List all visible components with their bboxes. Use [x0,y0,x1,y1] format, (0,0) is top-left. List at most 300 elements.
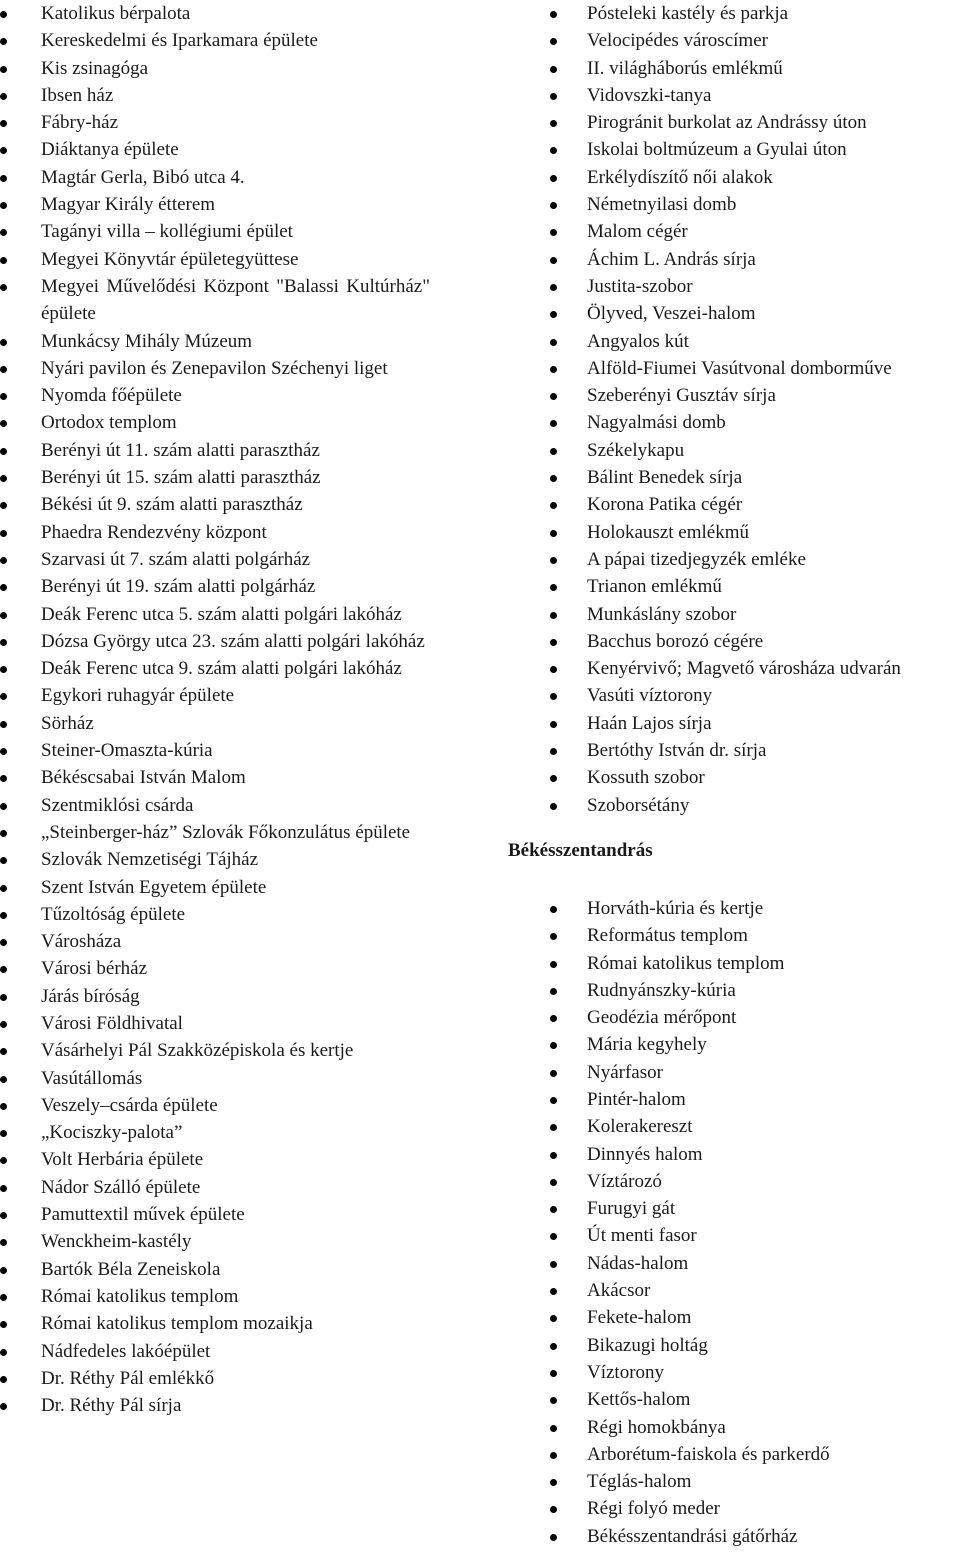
list-item-label: Pamuttextil művek épülete [41,1204,245,1226]
bullet-icon [0,1021,7,1028]
bullet-icon [550,584,557,591]
bullet-icon [0,612,7,619]
bullet-icon [550,1042,557,1049]
list-item [0,55,430,82]
bullet-icon [0,966,7,973]
list-item-label: Erkélydíszítő női alakok [587,166,773,188]
bullet-icon [0,748,7,755]
list-item-label: Egykori ruhagyár épülete [41,685,235,707]
list-item [0,191,430,218]
list-item [0,82,430,109]
list-item-label: Pósteleki kastély és parkja [587,3,789,24]
bullet-icon [550,1015,557,1022]
list-item [512,1222,960,1249]
list-item-label: Deák Ferenc utca 9. szám alatti polgári lakóház [41,658,402,680]
bullet-icon [550,284,557,291]
list-item [0,136,430,163]
bullet-icon [550,202,557,209]
right-column [508,0,960,1550]
list-item [512,655,960,682]
list-item [512,710,960,737]
bullet-icon [550,612,557,619]
list-item [0,519,430,546]
bullet-icon [0,147,7,154]
bullet-icon [0,1349,7,1356]
list-item-label: Kolerakereszt [587,1116,693,1138]
list-item [0,1037,430,1064]
list-item [512,0,960,27]
left-landmark-list [0,0,430,1419]
bullet-icon [550,693,557,700]
list-item [512,1359,960,1386]
list-item-label: Tagányi villa – kollégiumi épület [41,221,293,243]
list-item-label: Békésszentandrási gátőrház [587,1525,798,1547]
list-item [0,546,430,573]
list-item [0,218,430,245]
list-item-label: Magyar Király étterem [41,194,216,216]
list-item [0,928,430,955]
list-item-label: Római katolikus templom [41,1285,239,1307]
list-item-label: Wenckheim-kastély [41,1231,192,1253]
bullet-icon [0,994,7,1001]
list-item [0,355,430,382]
list-item [512,191,960,218]
list-item [512,977,960,1004]
list-item [0,1228,430,1255]
bullet-icon [550,448,557,455]
list-item [512,1332,960,1359]
list-item-label: Megyei Művelődési Központ "Balassi Kultúrház" épülete [41,275,430,325]
list-item-label: Nádas-halom [587,1252,689,1274]
list-item [512,1141,960,1168]
section-heading: Békésszentandrás [508,839,653,861]
list-item-label: Dinnyés halom [587,1143,703,1165]
list-item-label: Szeberényi Gusztáv sírja [587,385,776,407]
list-item-label: Pirogránit burkolat az Andrássy úton [587,112,867,134]
list-item-label: „Kociszky-palota” [41,1122,183,1144]
bullet-icon [550,257,557,264]
list-item-label: Berényi út 15. szám alatti parasztház [41,467,321,489]
list-item [512,1195,960,1222]
list-item [0,1392,430,1419]
bullet-icon [0,284,7,291]
list-item [512,1086,960,1113]
bullet-icon [0,775,7,782]
list-item-label: Iskolai boltmúzeum a Gyulai úton [587,139,847,161]
bullet-icon [0,1185,7,1192]
list-item [0,1283,430,1310]
bullet-icon [0,803,7,810]
list-item [512,328,960,355]
list-item-label: Arborétum-faiskola és parkerdő [587,1443,830,1465]
bullet-icon [0,229,7,236]
bullet-icon [0,339,7,346]
list-item [512,1304,960,1331]
list-item-label: Rudnyánszky-kúria [587,979,736,1001]
list-item-label: „Steinberger-ház” Szlovák Főkonzulátus épülete [41,821,411,843]
bullet-icon [0,912,7,919]
list-item-label: Dózsa György utca 23. szám alatti polgári lakóház [41,630,425,652]
bullet-icon [0,1157,7,1164]
list-item [0,955,430,982]
bullet-icon [550,366,557,373]
list-item-label: Berényi út 19. szám alatti polgárház [41,576,316,598]
list-item-label: Nádfedeles lakóépület [41,1340,211,1362]
list-item-label: Nyárfasor [587,1061,663,1083]
list-item [512,546,960,573]
list-item-label: Szarvasi út 7. szám alatti polgárház [41,548,311,570]
list-item-label: Sörház [41,712,94,734]
list-item [512,792,960,819]
list-item-label: Kis zsinagóga [41,57,149,79]
list-item-label: Római katolikus templom [587,952,785,974]
list-item [0,1146,430,1173]
list-item-label: Pintér-halom [587,1088,686,1110]
list-item [512,764,960,791]
list-item [512,1004,960,1031]
list-item [512,1386,960,1413]
list-item [0,437,430,464]
list-item [512,409,960,436]
list-item-label: Római katolikus templom mozaikja [41,1313,313,1335]
bullet-icon [0,366,7,373]
list-item [0,737,430,764]
list-item [512,1523,960,1550]
list-item-label: Nyári pavilon és Zenepavilon Széchenyi liget [41,357,388,379]
list-item-label: Régi homokbánya [587,1416,726,1438]
bullet-icon [0,885,7,892]
list-item-label: Horváth-kúria és kertje [587,897,764,919]
list-item-label: Vidovszki-tanya [587,84,712,106]
list-item [512,55,960,82]
bullet-icon [550,475,557,482]
bullet-icon [550,1179,557,1186]
list-item [512,246,960,273]
bullet-icon [550,229,557,236]
list-item [0,846,430,873]
list-item-label: Volt Herbária épülete [41,1149,204,1171]
list-item [512,355,960,382]
bullet-icon [550,1124,557,1131]
list-item [0,655,430,682]
bullet-icon [0,857,7,864]
bullet-icon [550,147,557,154]
bullet-icon [550,66,557,73]
list-item [512,273,960,300]
bullet-icon [0,666,7,673]
list-item-label: Szentmiklósi csárda [41,794,194,816]
list-item-label: Fekete-halom [587,1307,692,1329]
bullet-icon [550,1479,557,1486]
list-item-label: Téglás-halom [587,1471,692,1493]
bullet-icon [550,1370,557,1377]
list-item [0,1092,430,1119]
list-item [0,601,430,628]
bekesszentandras-landmark-list [512,895,960,1550]
list-item [0,491,430,518]
list-item-label: Ortodox templom [41,412,177,434]
bullet-icon [0,420,7,427]
bullet-icon [550,1206,557,1213]
bullet-icon [550,38,557,45]
list-item-label: Ölyved, Veszei-halom [587,303,756,325]
list-item-label: Bartók Béla Zeneiskola [41,1258,221,1280]
list-item-label: Városi bérház [41,958,148,980]
bullet-icon [550,502,557,509]
list-item-label: Magtár Gerla, Bibó utca 4. [41,166,245,188]
list-item-label: Járás bíróság [41,985,140,1007]
bullet-icon [0,830,7,837]
bullet-icon [0,1294,7,1301]
bullet-icon [550,961,557,968]
list-item [512,1441,960,1468]
list-item [512,300,960,327]
list-item-label: Kettős-halom [587,1389,691,1411]
list-item [0,1365,430,1392]
list-item [512,437,960,464]
list-item-label: Városháza [41,931,122,953]
list-item-label: Trianon emlékmű [587,576,722,598]
list-item-label: Víztorony [587,1361,665,1383]
list-item-label: Haán Lajos sírja [587,712,712,734]
list-item [512,27,960,54]
bullet-icon [0,66,7,73]
bullet-icon [0,939,7,946]
list-item-label: Akácsor [587,1280,651,1302]
list-item-label: Bálint Benedek sírja [587,467,743,489]
list-item-label: Víztározó [587,1170,662,1192]
bullet-icon [550,775,557,782]
list-item-label: Régi folyó meder [587,1498,720,1520]
list-item [0,710,430,737]
list-item [0,819,430,846]
list-item [512,737,960,764]
bullet-icon [550,530,557,537]
list-item-label: Megyei Könyvtár épületegyüttese [41,248,299,270]
bullet-icon [550,311,557,318]
bullet-icon [0,530,7,537]
list-item-label: Munkáslány szobor [587,603,737,625]
bullet-icon [550,1315,557,1322]
bullet-icon [0,557,7,564]
list-item [0,27,430,54]
list-item-label: Phaedra Rendezvény központ [41,521,267,543]
bullet-icon [550,1288,557,1295]
bullet-icon [0,693,7,700]
list-item [0,764,430,791]
list-item [512,682,960,709]
list-item-label: Holokauszt emlékmű [587,521,749,543]
list-item-label: Dr. Réthy Pál emlékkő [41,1367,215,1389]
bullet-icon [550,1452,557,1459]
bullet-icon [0,1130,7,1137]
bullet-icon [0,448,7,455]
bullet-icon [550,11,557,18]
list-item [0,1338,430,1365]
bullet-icon [550,666,557,673]
list-item [512,1031,960,1058]
list-item [0,1174,430,1201]
bullet-icon [550,988,557,995]
list-item [0,1201,430,1228]
list-item-label: Dr. Réthy Pál sírja [41,1395,182,1417]
bullet-icon [0,721,7,728]
list-item-label: Út menti fasor [587,1225,697,1247]
bullet-icon [0,1239,7,1246]
bullet-icon [0,202,7,209]
bullet-icon [550,803,557,810]
list-item [512,573,960,600]
list-item [512,1059,960,1086]
list-item-label: Vasúti víztorony [587,685,713,707]
list-item-label: Bertóthy István dr. sírja [587,740,767,762]
list-item [0,409,430,436]
list-item-label: Kenyérvivő; Magvető városháza udvarán [587,658,901,680]
bullet-icon [0,93,7,100]
list-item [0,382,430,409]
list-item [512,601,960,628]
list-item [0,983,430,1010]
list-item [512,922,960,949]
bullet-icon [0,120,7,127]
list-item-label: Mária kegyhely [587,1034,707,1056]
list-item-label: Nádor Szálló épülete [41,1176,201,1198]
bullet-icon [0,475,7,482]
list-item-label: Békéscsabai István Malom [41,767,246,789]
bullet-icon [0,393,7,400]
list-item [512,1468,960,1495]
list-item-label: Fábry-ház [41,112,119,134]
list-item-label: Deák Ferenc utca 5. szám alatti polgári lakóház [41,603,402,625]
list-item [512,950,960,977]
list-item-label: Geodézia mérőpont [587,1007,737,1029]
bullet-icon [550,1152,557,1159]
list-item [0,109,430,136]
bullet-icon [550,1534,557,1541]
bullet-icon [550,906,557,913]
bullet-icon [550,1070,557,1077]
list-item-label: Berényi út 11. szám alatti parasztház [41,439,320,461]
list-item-label: Angyalos kút [587,330,689,352]
list-item [512,895,960,922]
list-item [0,792,430,819]
bullet-icon [550,120,557,127]
list-item-label: Németnyilasi domb [587,194,737,216]
list-item [512,628,960,655]
list-item-label: Justita-szobor [587,275,693,297]
list-item [0,682,430,709]
list-item [0,0,430,27]
bullet-icon [550,1425,557,1432]
list-item [512,1277,960,1304]
bullet-icon [550,1233,557,1240]
bullet-icon [550,1506,557,1513]
list-item-label: Veszely–csárda épülete [41,1094,218,1116]
list-item [512,109,960,136]
list-item-label: Malom cégér [587,221,688,243]
bullet-icon [0,1267,7,1274]
list-item-label: II. világháborús emlékmű [587,57,783,79]
list-item [0,246,430,273]
bullet-icon [0,1403,7,1410]
list-item-label: Bacchus borozó cégére [587,630,764,652]
list-item [512,491,960,518]
list-item [512,519,960,546]
bullet-icon [0,1321,7,1328]
bullet-icon [0,1103,7,1110]
bullet-icon [0,175,7,182]
list-item-label: Szent István Egyetem épülete [41,876,267,898]
bullet-icon [550,557,557,564]
bullet-icon [0,257,7,264]
bullet-icon [550,420,557,427]
list-item [512,82,960,109]
list-item-label: Velocipédes városcímer [587,30,768,52]
bullet-icon [0,38,7,45]
list-item [512,218,960,245]
list-item [0,901,430,928]
list-item-label: Áchim L. András sírja [587,248,756,270]
list-item [0,1256,430,1283]
list-item [0,874,430,901]
list-item [0,328,430,355]
left-column [0,0,430,1419]
bullet-icon [550,1097,557,1104]
bullet-icon [550,339,557,346]
list-item-label: Diáktanya épülete [41,139,179,161]
list-item-label: Nagyalmási domb [587,412,726,434]
list-item-label: Békési út 9. szám alatti parasztház [41,494,303,516]
list-item-label: Szlovák Nemzetiségi Tájház [41,849,259,871]
bullet-icon [0,11,7,18]
list-item-label: Steiner-Omaszta-kúria [41,740,213,762]
bullet-icon [550,175,557,182]
list-item-label: Tűzoltóság épülete [41,903,186,925]
list-item [512,136,960,163]
list-item [0,1310,430,1337]
bullet-icon [550,1261,557,1268]
bullet-icon [0,1376,7,1383]
list-item-label: Alföld-Fiumei Vasútvonal domborműve [587,357,892,379]
list-item-label: Munkácsy Mihály Múzeum [41,330,253,352]
bullet-icon [550,748,557,755]
list-item [512,1168,960,1195]
list-item [512,164,960,191]
list-item-label: Furugyi gát [587,1198,676,1220]
list-item [512,382,960,409]
list-item-label: A pápai tizedjegyzék emléke [587,548,806,570]
bullet-icon [0,1076,7,1083]
bullet-icon [550,93,557,100]
list-item [512,1414,960,1441]
bullet-icon [550,1343,557,1350]
list-item-label: Kereskedelmi és Iparkamara épülete [41,30,318,52]
list-item [0,164,430,191]
bullet-icon [0,584,7,591]
bullet-icon [550,1397,557,1404]
list-item-label: Katolikus bérpalota [41,3,191,24]
list-item [0,1010,430,1037]
bullet-icon [0,1048,7,1055]
bullet-icon [550,933,557,940]
list-item-label: Székelykapu [587,439,685,461]
list-item-label: Vasútállomás [41,1067,143,1089]
list-item [512,1113,960,1140]
bullet-icon [550,639,557,646]
list-item [0,464,430,491]
list-item-label: Bikazugi holtág [587,1334,708,1356]
list-item [0,1119,430,1146]
